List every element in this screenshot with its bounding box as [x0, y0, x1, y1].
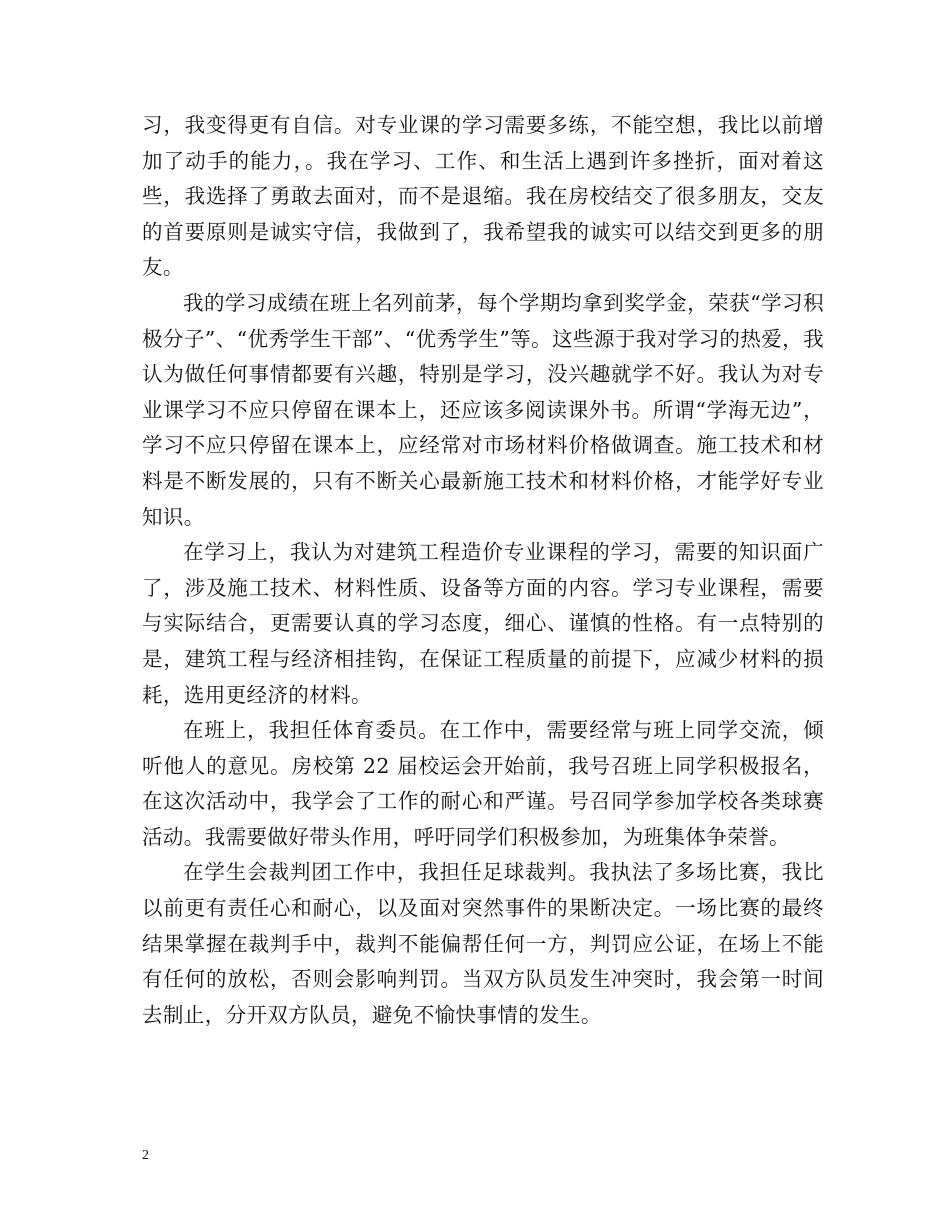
document-body — [142, 108, 824, 1033]
paragraph-2: 我的学习成绩在班上名列前茅，每个学期均拿到奖学金，荣获“学习积极分子”、“优秀学生干部”、“优秀学生”等。这些源于我对学习的热爱，我认为做任何事情都要有兴趣，特别是学习，没兴趣就学不好。我认为对专业课学习不应只停留在课本上，还应该多阅读课外书。所谓“学海无边”，学习不应只停留在课本上，应经常对市场材料价格做调查。施工技术和材料是不断发展的，只有不断关心最新施工技术和材料价格，才能学好专业知识。 — [142, 290, 824, 529]
paragraph-3: 在学习上，我认为对建筑工程造价专业课程的学习，需要的知识面广了，涉及施工技术、材料性质、设备等方面的内容。学习专业课程，需要与实际结合，更需要认真的学习态度，细心、谨慎的性格。有一点特别的是，建筑工程与经济相挂钩，在保证工程质量的前提下，应减少材料的损耗，选用更经济的材料。 — [142, 540, 824, 707]
paragraph-5: 在学生会裁判团工作中，我担任足球裁判。我执法了多场比赛，我比以前更有责任心和耐心，以及面对突然事件的果断决定。一场比赛的最终结果掌握在裁判手中，裁判不能偏帮任何一方，判罚应公证，在场上不能有任何的放松，否则会影响判罚。当双方队员发生冲突时，我会第一时间去制止，分开双方队员，避免不愉快事情的发生。 — [142, 860, 824, 1027]
paragraph-1: 习，我变得更有自信。对专业课的学习需要多练，不能空想，我比以前增加了动手的能力，。我在学习、工作、和生活上遇到许多挫折，面对着这些，我选择了勇敢去面对，而不是退缩。我在房校结交了很多朋友，交友的首要原则是诚实守信，我做到了，我希望我的诚实可以结交到更多的朋友。 — [142, 113, 824, 280]
paragraph-4: 在班上，我担任体育委员。在工作中，需要经常与班上同学交流，倾听他人的意见。房校第 22 届校运会开始前，我号召班上同学积极报名，在这次活动中，我学会了工作的耐心和严谨。号召同学参加学校各类球赛活动。我需要做好带头作用，呼吁同学们积极参加，为班集体争荣誉。 — [142, 718, 824, 849]
page-number: 2 — [142, 1148, 149, 1163]
